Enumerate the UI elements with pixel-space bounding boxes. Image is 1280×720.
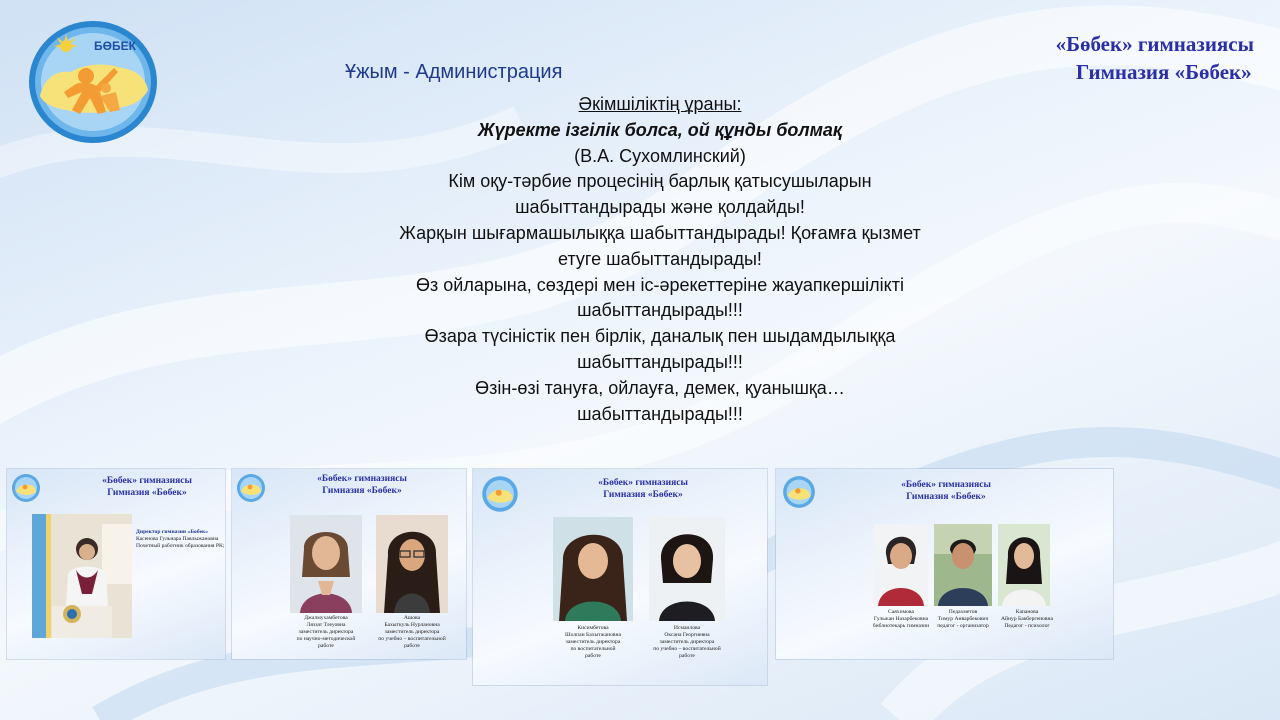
staff-cards [0,468,1280,688]
caption-line: по воспитательной [570,646,616,652]
caption-line: библиотекарь гимназии [872,623,930,629]
card-logo-icon [481,475,519,513]
card-logo-icon [236,473,266,503]
slogan-line: Кім оқу-тәрбие процесінің барлық қатысушыларын [448,171,872,192]
slogan-quote: Жүректе ізгілік болса, ой құнды болмақ [477,119,843,140]
slogan-line: шабыттандырады!!! [577,351,743,372]
caption-line: Касенова Гульнара Павлыжановна [136,536,219,542]
caption-line: Кисимбетова [577,625,609,631]
person-photo [649,517,725,621]
caption-line: Почетный работник образования РК; [136,543,225,549]
svg-text:БӨБЕК: БӨБЕК [94,39,136,53]
caption-line: работе [318,643,334,649]
header-title-line2: Гимназия «Бөбек» [1075,60,1252,84]
caption-line: заместитель директора [565,639,621,645]
caption-line: педагог - организатор [937,623,989,629]
person-photo [376,515,448,613]
card-title [77,475,217,499]
person-photo [290,515,362,613]
card-title-line2: Гимназия «Бөбек» [322,486,402,496]
caption-line: Шолпан Бахытжановна [564,632,622,638]
card-logo-icon [782,475,816,509]
caption-line: Айнур Бакбергеновна [1001,616,1053,622]
person-caption [370,615,454,650]
slogan-line: шабыттандырады!!! [577,300,743,321]
caption-line: работе [404,643,420,649]
caption-line: Тимур Анварбекович [937,616,989,622]
director-caption [136,529,224,550]
person-caption [928,609,998,630]
caption-line: Гульжан Назарбековна [873,616,929,622]
person-caption [284,615,368,650]
card-title-line1: «Бөбек» гимназиясы [317,474,407,484]
caption-line: заместитель директора [298,629,354,635]
person-photo [934,524,992,606]
caption-line: Ашова [403,615,421,621]
card-title-line1: «Бөбек» гимназиясы [598,478,688,488]
card-title [876,479,1016,503]
header-title [1056,30,1254,86]
caption-line: заместитель директора [659,639,715,645]
person-photo [553,517,633,621]
card-title [573,477,713,501]
slogan-line: шабыттандырады және қолдайды! [515,197,805,218]
section-title: Ұжым - Администрация [345,61,563,83]
caption-line: Оксана Георгиевна [664,632,710,638]
caption-line: работе [679,653,695,659]
card-title [302,473,422,497]
person-photo [998,524,1050,606]
slogan-line: Өзара түсіністік пен бірлік, даналық пен шыдамдылыққа [424,326,896,347]
caption-line: Бахыткуль Нурлановна [384,622,440,628]
caption-line: по научно-методической [296,636,356,642]
slogan-line: Өз ойларына, сөздері мен іс-әрекеттеріне жауапкершілікті [416,274,904,295]
caption-line: Ляззат Тлеуовна [306,622,346,628]
person-photo [874,524,928,606]
director-photo [32,514,132,638]
card-title-line1: «Бөбек» гимназиясы [901,480,991,490]
bobek-logo [26,18,160,146]
staff-card-specialists[interactable] [776,469,1113,659]
slogan-line: шабыттандырады!!! [577,403,743,424]
caption-line: Педагог - психолог [1004,623,1050,629]
header-title-line1: «Бөбек» гимназиясы [1055,32,1254,56]
caption-line: заместитель директора [384,629,440,635]
slogan-line: етуге шабыттандырады! [558,248,762,269]
caption-line: Педахметов [948,609,978,615]
caption-line: Джалмухамбетова [304,615,348,621]
staff-card-deputies-1[interactable] [232,469,466,659]
slogan-line: Жарқын шығармашылыққа шабыттандырады! Қоғамға қызмет [399,222,921,243]
caption-line: работе [585,653,601,659]
card-logo-icon [11,473,41,503]
card-title-line2: Гимназия «Бөбек» [603,490,683,500]
caption-line: Капанова [1015,609,1039,615]
card-title-line2: Гимназия «Бөбек» [906,492,986,502]
caption-line: Исмаилова [673,625,701,631]
caption-line: по учебно – воспитательной [378,636,446,642]
person-caption [547,625,639,660]
staff-card-director[interactable] [7,469,225,659]
caption-line: по учебно – воспитательной [653,646,721,652]
person-caption [641,625,733,660]
slogan-line: Өзін-өзі тануға, ойлауға, демек, қуанышқа… [475,377,845,398]
staff-card-deputies-2[interactable] [473,469,767,685]
slogan-author: (В.А. Сухомлинский) [574,145,746,166]
card-title-line1: «Бөбек» гимназиясы [102,476,192,486]
slogan-heading: Әкімшіліктің ұраны: [578,94,742,114]
slogan-block [330,92,990,427]
caption-line: Директор гимназии «Бөбек» [136,529,209,535]
person-caption [992,609,1062,630]
caption-line: Саяхимова [888,609,914,615]
card-title-line2: Гимназия «Бөбек» [107,488,187,498]
